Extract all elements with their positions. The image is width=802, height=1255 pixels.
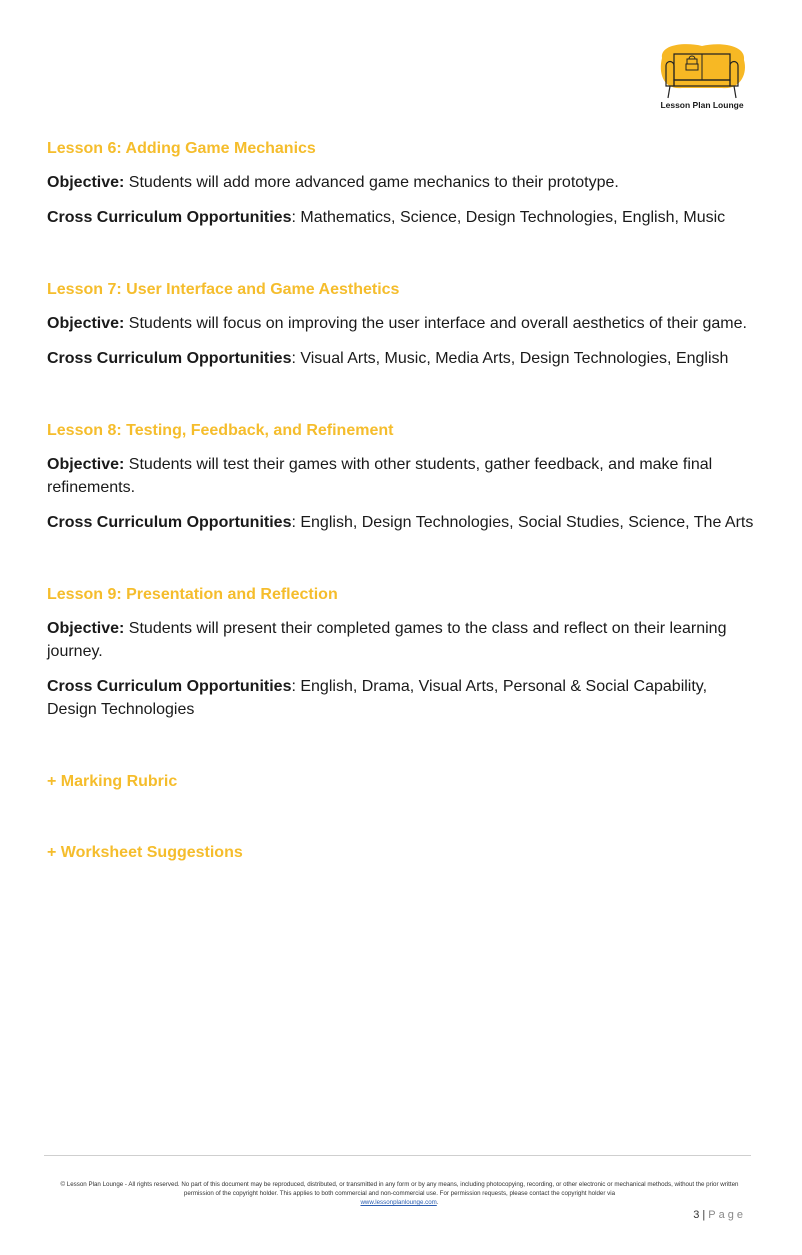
objective-text: Students will test their games with other students, gather feedback, and make final refinements. [47,456,713,496]
cross-curriculum-text: : English, Design Technologies, Social Studies, Science, The Arts [291,514,754,531]
brand-logo [652,38,752,114]
lesson-title: Lesson 6: Adding Game Mechanics [47,140,316,157]
objective-label: Objective: [47,174,125,191]
cross-curriculum [47,347,757,370]
worksheet-suggestions-section: + Worksheet Suggestions [47,844,243,861]
page-number [640,1209,746,1221]
logo-text: Lesson Plan Lounge [660,100,744,110]
objective-text: Students will add more advanced game mechanics to their prototype. [124,174,619,191]
footer-divider [44,1155,751,1156]
page-number-value: 3 [693,1209,700,1221]
lesson-8 [47,419,757,534]
cross-curriculum-label: Cross Curriculum Opportunities [47,678,292,695]
objective-label: Objective: [47,315,125,332]
objective [47,312,757,335]
cross-curriculum-text: : Visual Arts, Music, Media Arts, Design Technologies, English [291,350,729,367]
lesson-7 [47,278,757,370]
lesson-title: Lesson 7: User Interface and Game Aesthetics [47,281,400,298]
cross-curriculum-label: Cross Curriculum Opportunities [47,514,292,531]
cross-curriculum-text: : English, Drama, Visual Arts, Personal & Social Capability, Design Technologies [47,678,708,718]
cross-curriculum-label: Cross Curriculum Opportunities [47,209,292,226]
page-separator: | [699,1209,709,1221]
cross-curriculum-text: : Mathematics, Science, Design Technologies, English, Music [291,209,726,226]
copyright-text: © Lesson Plan Lounge - All rights reserved. No part of this document may be reproduced, distributed, or transmitted in any form or by any means, including photocopying, recording, or other electronic or mechanical methods, without the prior written permission of the copyright holder. This applies to both commercial and non-commercial use. For permission requests, please contact the copyright holder via [60,1181,739,1197]
objective-label: Objective: [47,456,125,473]
lesson-title: Lesson 8: Testing, Feedback, and Refinement [47,422,394,439]
marking-rubric-section: + Marking Rubric [47,773,178,790]
cross-curriculum-label: Cross Curriculum Opportunities [47,350,292,367]
objective-label: Objective: [47,620,125,637]
lesson-content [47,137,757,865]
objective [47,171,757,194]
copyright-period: . [436,1199,439,1206]
objective-text: Students will focus on improving the user interface and overall aesthetics of their game. [124,315,747,332]
website-link[interactable]: www.lessonplanlounge.com [360,1199,437,1206]
footer-copyright [52,1180,747,1207]
objective [47,617,757,663]
lesson-9 [47,583,757,721]
lesson-title: Lesson 9: Presentation and Reflection [47,586,338,603]
lesson-6 [47,137,757,229]
objective [47,453,757,499]
cross-curriculum [47,511,757,534]
page-label: Page [708,1209,746,1221]
cross-curriculum [47,206,757,229]
cross-curriculum [47,675,757,721]
objective-text: Students will present their completed games to the class and reflect on their learning journey. [47,620,727,660]
sofa-logo-icon [656,40,748,102]
